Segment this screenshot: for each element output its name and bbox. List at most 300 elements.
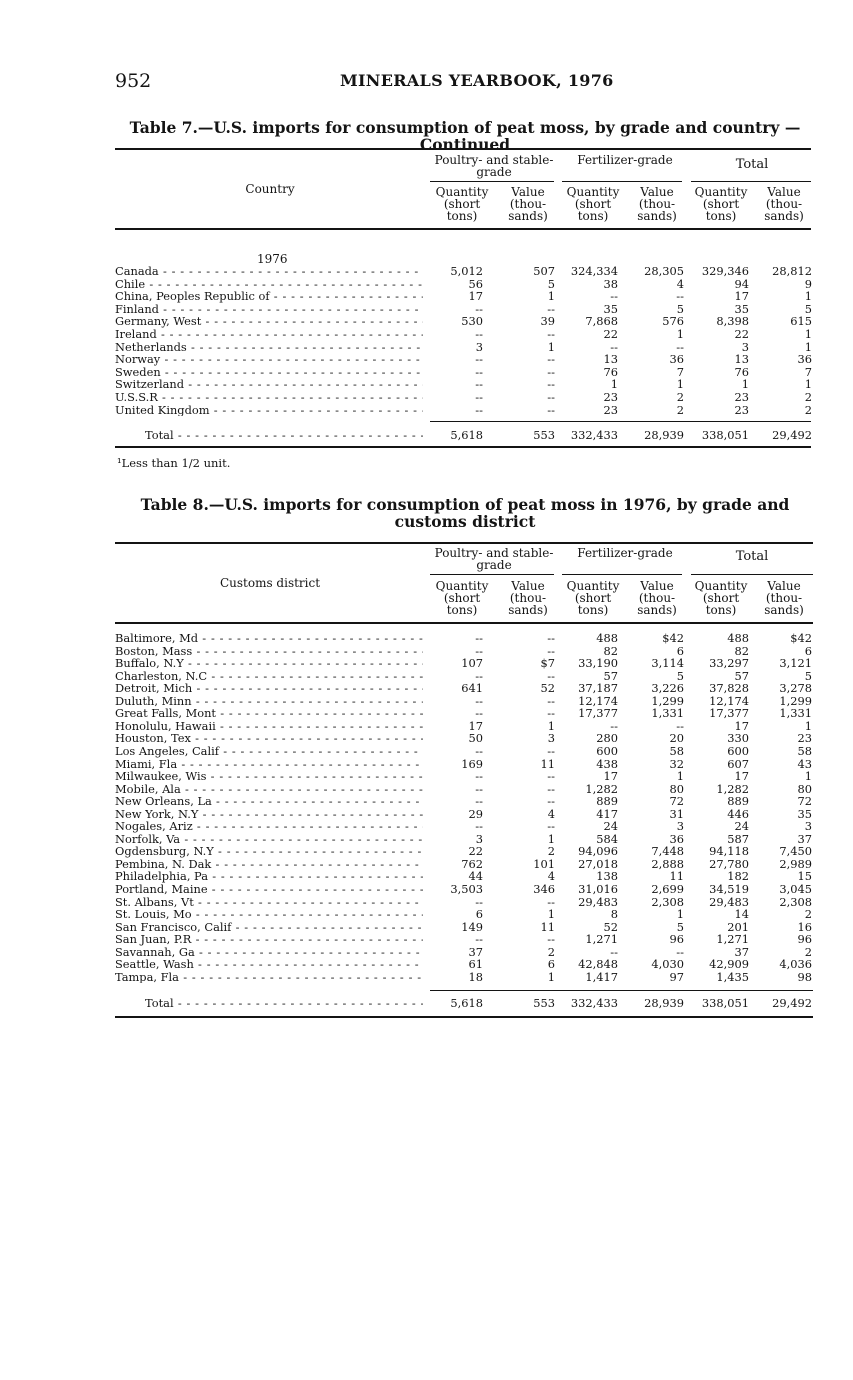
cell-value-poultry: 6 — [547, 957, 555, 972]
cell-value-fertilizer: 2,308 — [651, 894, 684, 909]
cell-value-fertilizer: 20 — [669, 731, 684, 746]
cell-quantity-poultry: -- — [475, 706, 483, 721]
table-row — [115, 732, 815, 745]
cell-value-fertilizer: 3,114 — [651, 656, 684, 671]
cell-value-fertilizer: 3,226 — [651, 681, 684, 696]
cell-quantity-poultry: 17 — [468, 718, 483, 733]
cell-value-total: 72 — [797, 794, 812, 809]
row-label: Chile - - - — [115, 278, 423, 291]
cell-quantity-poultry: 530 — [461, 314, 483, 329]
row-label: Germany, West - - - — [115, 315, 423, 328]
cell-quantity-poultry: -- — [475, 402, 483, 417]
row-label: Miami, Fla - - - — [115, 758, 423, 771]
table7-total-value-total: 29,492 — [772, 428, 812, 442]
table8-total-row — [115, 997, 815, 1010]
cell-quantity-total: 94 — [734, 276, 749, 291]
cell-quantity-fertilizer: 35 — [603, 301, 618, 316]
cell-quantity-poultry: -- — [475, 352, 483, 367]
row-label: St. Louis, Mo - - - — [115, 908, 423, 921]
table8-total-label: Total - - - — [115, 997, 423, 1010]
cell-value-poultry: -- — [547, 794, 555, 809]
cell-quantity-fertilizer: 7,868 — [585, 314, 618, 329]
table7-total-quantity-total: 338,051 — [701, 428, 749, 442]
row-label: Seattle, Wash - - - — [115, 958, 423, 971]
cell-quantity-poultry: -- — [475, 894, 483, 909]
table-row — [115, 353, 815, 366]
table-row — [115, 328, 815, 341]
row-label: Ireland - - - — [115, 328, 423, 341]
cell-value-total: 98 — [797, 969, 812, 984]
cell-quantity-total: 33,297 — [709, 656, 749, 671]
table8-col-value-poultry: Value (thou-sands) — [508, 579, 548, 617]
cell-quantity-fertilizer: -- — [610, 289, 618, 304]
cell-value-poultry: -- — [547, 668, 555, 683]
cell-quantity-poultry: -- — [475, 693, 483, 708]
cell-value-poultry: 1 — [547, 969, 555, 984]
cell-quantity-poultry: -- — [475, 819, 483, 834]
cell-quantity-fertilizer: 76 — [603, 364, 618, 379]
cell-value-total: 9 — [804, 276, 812, 291]
cell-quantity-fertilizer: 82 — [603, 643, 618, 658]
cell-value-poultry: -- — [547, 390, 555, 404]
cell-quantity-poultry: 18 — [468, 969, 483, 984]
table8-title-line1: Table 8.—U.S. imports for consumption of peat moss in 1976, by grade and — [140, 495, 790, 514]
cell-value-poultry: 3 — [547, 731, 555, 746]
table7-col-value-fertilizer: Value (thou-sands) — [637, 185, 677, 223]
cell-value-total: 15 — [797, 869, 812, 884]
cell-quantity-fertilizer: 12,174 — [578, 693, 618, 708]
cell-quantity-total: 182 — [727, 869, 749, 884]
table7-bottom-rule — [115, 446, 811, 448]
cell-value-total: 1 — [804, 377, 812, 392]
cell-value-poultry: -- — [547, 301, 555, 316]
cell-value-total: 615 — [790, 314, 812, 329]
cell-value-poultry: -- — [547, 932, 555, 947]
table-row — [115, 808, 815, 821]
table7-col-value-poultry: Value (thou-sands) — [508, 185, 548, 223]
cell-quantity-fertilizer: 1,282 — [585, 781, 618, 796]
cell-quantity-poultry: 56 — [468, 276, 483, 291]
table-row — [115, 366, 815, 379]
cell-quantity-poultry: 6 — [475, 907, 483, 922]
cell-quantity-fertilizer: 1 — [610, 377, 618, 392]
cell-quantity-fertilizer: 8 — [610, 907, 618, 922]
table8-group-rule-3 — [691, 574, 813, 575]
cell-quantity-total: 13 — [734, 352, 749, 367]
row-label: Baltimore, Md - - - — [115, 632, 423, 645]
cell-quantity-poultry: 107 — [461, 656, 483, 671]
cell-value-poultry: -- — [547, 743, 555, 758]
cell-quantity-poultry: -- — [475, 794, 483, 809]
cell-value-total: 2 — [804, 907, 812, 922]
table7-col-quantity-fertilizer: Quantity (short tons) — [566, 185, 620, 223]
cell-quantity-fertilizer: 1,417 — [585, 969, 618, 984]
cell-quantity-total: 17 — [734, 769, 749, 784]
cell-value-poultry: 52 — [540, 681, 555, 696]
cell-quantity-poultry: 641 — [461, 681, 483, 696]
row-label: Boston, Mass - - - — [115, 645, 423, 658]
cell-quantity-fertilizer: 29,483 — [578, 894, 618, 909]
table8-group-fertilizer: Fertilizer-grade — [577, 546, 673, 560]
cell-value-total: $42 — [790, 631, 812, 645]
cell-quantity-poultry: -- — [475, 643, 483, 658]
table-row — [115, 883, 815, 896]
cell-value-fertilizer: 80 — [669, 781, 684, 796]
cell-quantity-poultry: 44 — [468, 869, 483, 884]
cell-value-fertilizer: 1 — [676, 907, 684, 922]
table8-header-rule — [115, 622, 813, 624]
cell-value-fertilizer: -- — [676, 944, 684, 959]
cell-value-total: 37 — [797, 831, 812, 846]
table8-total-rule — [430, 990, 813, 991]
cell-quantity-total: 37 — [734, 944, 749, 959]
cell-value-total: 2 — [804, 402, 812, 417]
row-label: New Orleans, La - - - — [115, 795, 423, 808]
cell-quantity-fertilizer: 42,848 — [578, 957, 618, 972]
cell-quantity-fertilizer: 37,187 — [578, 681, 618, 696]
cell-quantity-fertilizer: 889 — [596, 794, 618, 809]
table8-group-rule-2 — [562, 574, 682, 575]
cell-quantity-total: 35 — [734, 301, 749, 316]
cell-quantity-total: 1,282 — [716, 781, 749, 796]
cell-quantity-fertilizer: 31,016 — [578, 882, 618, 896]
cell-value-poultry: -- — [547, 377, 555, 392]
cell-value-total: 1 — [804, 769, 812, 784]
cell-value-poultry: -- — [547, 769, 555, 784]
cell-value-total: 28,812 — [772, 264, 812, 278]
cell-value-fertilizer: 2 — [676, 390, 684, 404]
table7-col-quantity-total: Quantity (short tons) — [694, 185, 748, 223]
cell-value-fertilizer: 36 — [669, 831, 684, 846]
table7-col-value-total: Value (thou-sands) — [764, 185, 804, 223]
cell-quantity-poultry: 37 — [468, 944, 483, 959]
cell-quantity-poultry: -- — [475, 781, 483, 796]
table7-total-quantity-fertilizer: 332,433 — [570, 428, 618, 442]
cell-value-total: 1,331 — [779, 706, 812, 721]
table8-total-value-total: 29,492 — [772, 996, 812, 1010]
cell-value-total: 23 — [797, 731, 812, 746]
cell-quantity-total: 600 — [727, 743, 749, 758]
cell-value-total: 1 — [804, 327, 812, 341]
row-label: Pembina, N. Dak - - - — [115, 858, 423, 871]
table-row — [115, 632, 815, 645]
cell-value-fertilizer: 2,699 — [651, 882, 684, 896]
cell-value-fertilizer: 28,305 — [644, 264, 684, 278]
table7-total-value-fertilizer: 28,939 — [644, 428, 684, 442]
cell-value-fertilizer: 96 — [669, 932, 684, 947]
cell-value-poultry: 11 — [540, 919, 555, 934]
row-label: Los Angeles, Calif - - - — [115, 745, 423, 758]
table7-total-label: Total - - - — [115, 429, 423, 442]
table8-group-rule-1 — [430, 574, 554, 575]
table7-group-total: Total — [735, 157, 769, 172]
table-row — [115, 896, 815, 909]
table7-group-rule-1 — [430, 181, 554, 182]
cell-value-total: 5 — [804, 668, 812, 683]
cell-quantity-total: 3 — [741, 339, 749, 354]
table7-group-fertilizer: Fertilizer-grade — [577, 153, 673, 167]
cell-value-total: 58 — [797, 743, 812, 758]
cell-quantity-fertilizer: 438 — [596, 756, 618, 771]
cell-quantity-total: 34,519 — [709, 882, 749, 896]
cell-value-poultry: -- — [547, 643, 555, 658]
table-row — [115, 958, 815, 971]
cell-quantity-fertilizer: 280 — [596, 731, 618, 746]
cell-value-poultry: 1 — [547, 339, 555, 354]
row-label: Buffalo, N.Y - - - — [115, 657, 423, 670]
cell-quantity-total: 1,271 — [716, 932, 749, 947]
row-label: Finland - - - — [115, 303, 423, 316]
table7-total-quantity-poultry: 5,618 — [450, 428, 483, 442]
table8-group-total: Total — [735, 549, 769, 564]
cell-quantity-total: 17 — [734, 718, 749, 733]
cell-quantity-fertilizer: -- — [610, 944, 618, 959]
cell-value-poultry: 4 — [547, 869, 555, 884]
row-label: New York, N.Y - - - — [115, 808, 423, 821]
cell-quantity-poultry: 762 — [461, 856, 483, 871]
table-row — [115, 707, 815, 720]
table7-group-poultry: Poultry- and stable-grade — [434, 153, 554, 179]
table8-top-rule — [115, 542, 813, 544]
row-label: Canada - - - — [115, 265, 423, 278]
row-label: Charleston, N.C - - - — [115, 670, 423, 683]
row-label: Mobile, Ala - - - — [115, 783, 423, 796]
row-label: St. Albans, Vt - - - — [115, 896, 423, 909]
cell-quantity-total: 94,118 — [709, 844, 749, 859]
cell-value-total: 96 — [797, 932, 812, 947]
cell-quantity-poultry: 3 — [475, 831, 483, 846]
table-row — [115, 265, 815, 278]
cell-quantity-poultry: 3 — [475, 339, 483, 354]
cell-quantity-total: 23 — [734, 402, 749, 417]
table8-col-quantity-poultry: Quantity (short tons) — [435, 579, 489, 617]
table8-district-header: Customs district — [219, 576, 321, 590]
cell-quantity-poultry: 17 — [468, 289, 483, 304]
row-label: Norway - - - — [115, 353, 423, 366]
cell-quantity-total: 1,435 — [716, 969, 749, 984]
cell-value-poultry: -- — [547, 693, 555, 708]
row-label: China, Peoples Republic of - - - — [115, 290, 423, 303]
table-row — [115, 720, 815, 733]
table7-year-label: 1976 — [257, 252, 288, 266]
cell-quantity-fertilizer: 13 — [603, 352, 618, 367]
cell-quantity-total: 17 — [734, 289, 749, 304]
cell-quantity-fertilizer: 138 — [596, 869, 618, 884]
cell-value-poultry: -- — [547, 631, 555, 645]
cell-quantity-poultry: -- — [475, 364, 483, 379]
cell-value-poultry: 1 — [547, 718, 555, 733]
cell-value-total: 36 — [797, 352, 812, 367]
table7-total-rule — [430, 421, 811, 422]
cell-value-total: 3,045 — [779, 882, 812, 896]
cell-value-fertilizer: 1 — [676, 327, 684, 341]
table-row — [115, 921, 815, 934]
cell-value-poultry: 507 — [533, 264, 555, 278]
cell-value-poultry: -- — [547, 894, 555, 909]
table8-col-value-fertilizer: Value (thou-sands) — [637, 579, 677, 617]
cell-value-fertilizer: 1,331 — [651, 706, 684, 721]
cell-quantity-fertilizer: -- — [610, 718, 618, 733]
cell-value-total: 1 — [804, 339, 812, 354]
cell-quantity-fertilizer: 94,096 — [578, 844, 618, 859]
table8-total-value-poultry: 553 — [533, 996, 555, 1010]
cell-value-poultry: 2 — [547, 944, 555, 959]
table-row — [115, 341, 815, 354]
cell-value-poultry: 4 — [547, 806, 555, 821]
cell-quantity-total: 42,909 — [709, 957, 749, 972]
cell-quantity-poultry: 149 — [461, 919, 483, 934]
cell-value-fertilizer: 97 — [669, 969, 684, 984]
table7-col-quantity-poultry: Quantity (short tons) — [435, 185, 489, 223]
cell-quantity-poultry: -- — [475, 301, 483, 316]
cell-value-total: 16 — [797, 919, 812, 934]
cell-quantity-poultry: -- — [475, 668, 483, 683]
row-label: San Francisco, Calif - - - — [115, 921, 423, 934]
cell-quantity-fertilizer: 38 — [603, 276, 618, 291]
cell-quantity-poultry: -- — [475, 932, 483, 947]
cell-quantity-fertilizer: 27,018 — [578, 856, 618, 871]
cell-value-fertilizer: 7 — [676, 364, 684, 379]
cell-value-fertilizer: 1,299 — [651, 693, 684, 708]
cell-value-total: 6 — [804, 643, 812, 658]
table-row — [115, 783, 815, 796]
cell-value-fertilizer: -- — [676, 718, 684, 733]
cell-quantity-total: 82 — [734, 643, 749, 658]
cell-quantity-total: 27,780 — [709, 856, 749, 871]
table-row — [115, 391, 815, 404]
table-row — [115, 378, 815, 391]
cell-quantity-total: 330 — [727, 731, 749, 746]
cell-value-fertilizer: 6 — [676, 643, 684, 658]
cell-value-poultry: 2 — [547, 844, 555, 859]
cell-quantity-fertilizer: 17 — [603, 769, 618, 784]
cell-value-fertilizer: 1 — [676, 377, 684, 392]
cell-quantity-poultry: -- — [475, 743, 483, 758]
table7-group-rule-3 — [691, 181, 811, 182]
table-row — [115, 758, 815, 771]
table-row — [115, 908, 815, 921]
page-number: 952 — [115, 70, 152, 92]
table7-top-rule — [115, 148, 811, 150]
cell-quantity-total: 488 — [727, 631, 749, 645]
cell-quantity-total: 889 — [727, 794, 749, 809]
table-row — [115, 315, 815, 328]
cell-quantity-fertilizer: 23 — [603, 402, 618, 417]
cell-quantity-fertilizer: 324,334 — [570, 264, 618, 278]
table-row — [115, 858, 815, 871]
row-label: United Kingdom - - - — [115, 404, 423, 417]
cell-value-fertilizer: 58 — [669, 743, 684, 758]
table-row — [115, 290, 815, 303]
row-label: Philadelphia, Pa - - - — [115, 870, 423, 883]
table7-total-row — [115, 429, 815, 442]
cell-value-total: 2 — [804, 944, 812, 959]
cell-quantity-total: 23 — [734, 390, 749, 404]
cell-value-fertilizer: 576 — [662, 314, 684, 329]
cell-quantity-fertilizer: 1,271 — [585, 932, 618, 947]
cell-value-total: 2,308 — [779, 894, 812, 909]
cell-value-fertilizer: 7,448 — [651, 844, 684, 859]
cell-quantity-total: 57 — [734, 668, 749, 683]
cell-value-poultry: -- — [547, 781, 555, 796]
table-row — [115, 404, 815, 417]
cell-value-total: 1 — [804, 718, 812, 733]
cell-quantity-fertilizer: 33,190 — [578, 656, 618, 671]
row-label: Switzerland - - - — [115, 378, 423, 391]
cell-quantity-poultry: 61 — [468, 957, 483, 972]
cell-value-total: 5 — [804, 301, 812, 316]
cell-quantity-total: 607 — [727, 756, 749, 771]
cell-quantity-total: 8,398 — [716, 314, 749, 329]
cell-quantity-total: 24 — [734, 819, 749, 834]
cell-quantity-total: 14 — [734, 907, 749, 922]
cell-value-fertilizer: 32 — [669, 756, 684, 771]
row-label: Tampa, Fla - - - — [115, 971, 423, 984]
row-label: Netherlands - - - — [115, 341, 423, 354]
cell-quantity-total: 12,174 — [709, 693, 749, 708]
cell-quantity-fertilizer: -- — [610, 339, 618, 354]
cell-quantity-total: 446 — [727, 806, 749, 821]
cell-quantity-poultry: -- — [475, 327, 483, 341]
table8-total-quantity-poultry: 5,618 — [450, 996, 483, 1010]
cell-quantity-total: 22 — [734, 327, 749, 341]
cell-quantity-poultry: 22 — [468, 844, 483, 859]
cell-quantity-poultry: -- — [475, 769, 483, 784]
table7-footnote: ¹Less than 1/2 unit. — [117, 456, 231, 470]
table8-col-quantity-total: Quantity (short tons) — [694, 579, 748, 617]
cell-quantity-fertilizer: 17,377 — [578, 706, 618, 721]
row-label: Nogales, Ariz - - - — [115, 820, 423, 833]
cell-value-fertilizer: 31 — [669, 806, 684, 821]
row-label: Duluth, Minn - - - — [115, 695, 423, 708]
cell-quantity-fertilizer: 24 — [603, 819, 618, 834]
cell-value-poultry: 346 — [533, 882, 555, 896]
cell-quantity-fertilizer: 584 — [596, 831, 618, 846]
cell-value-total: 4,036 — [779, 957, 812, 972]
cell-quantity-fertilizer: 23 — [603, 390, 618, 404]
table-row — [115, 770, 815, 783]
row-label: Savannah, Ga - - - — [115, 946, 423, 959]
cell-value-fertilizer: 11 — [669, 869, 684, 884]
cell-value-fertilizer: 5 — [676, 919, 684, 934]
cell-value-poultry: -- — [547, 402, 555, 417]
cell-value-poultry: 39 — [540, 314, 555, 329]
cell-quantity-fertilizer: 22 — [603, 327, 618, 341]
cell-quantity-poultry: 169 — [461, 756, 483, 771]
table8-total-quantity-fertilizer: 332,433 — [570, 996, 618, 1010]
cell-value-fertilizer: 2,888 — [651, 856, 684, 871]
cell-value-poultry: 11 — [540, 756, 555, 771]
table7-country-header: Country — [245, 182, 295, 196]
cell-quantity-poultry: 3,503 — [450, 882, 483, 896]
cell-value-fertilizer: 1 — [676, 769, 684, 784]
table8-col-value-total: Value (thou-sands) — [764, 579, 804, 617]
cell-quantity-total: 587 — [727, 831, 749, 846]
cell-value-fertilizer: 2 — [676, 402, 684, 417]
cell-value-fertilizer: 4 — [676, 276, 684, 291]
cell-quantity-total: 201 — [727, 919, 749, 934]
cell-value-total: 3 — [804, 819, 812, 834]
cell-value-fertilizer: -- — [676, 339, 684, 354]
table-row — [115, 657, 815, 670]
cell-quantity-total: 329,346 — [701, 264, 749, 278]
row-label: Milwaukee, Wis - - - — [115, 770, 423, 783]
cell-value-total: 35 — [797, 806, 812, 821]
cell-value-poultry: 1 — [547, 831, 555, 846]
cell-value-poultry: 1 — [547, 289, 555, 304]
table-row — [115, 278, 815, 291]
row-label: Portland, Maine - - - — [115, 883, 423, 896]
